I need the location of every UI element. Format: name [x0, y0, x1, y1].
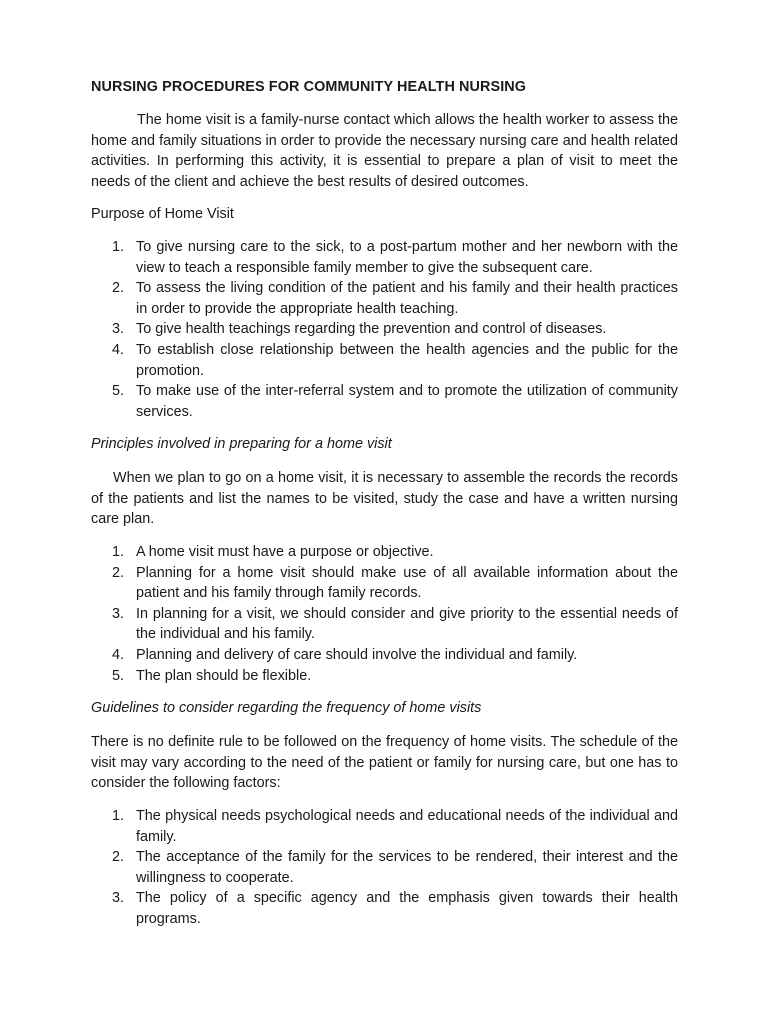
principles-heading: Principles involved in preparing for a home visit	[91, 436, 392, 452]
purpose-list	[91, 237, 678, 422]
guidelines-heading: Guidelines to consider regarding the frequency of home visits	[91, 700, 482, 716]
list-item-number: 5.	[112, 383, 125, 400]
intro-paragraph: The home visit is a family-nurse contact which allows the health worker to assess the home and family situations in order to provide the necessary nursing care and health related activities. In performing this activity, it is essential to prepare a plan of visit to meet the needs of the client and achieve the best results of desired outcomes.	[91, 112, 678, 190]
list-item-number: 2.	[112, 849, 125, 866]
list-item-text: The physical needs psychological needs and educational needs of the individual and family.	[136, 808, 678, 845]
list-item-number: 1.	[112, 544, 125, 560]
purpose-heading: Purpose of Home Visit	[91, 206, 234, 222]
list-item-number: 5.	[112, 667, 125, 684]
list-item	[91, 645, 678, 666]
list-item	[91, 319, 678, 340]
list-item-text: To make use of the inter-referral system and to promote the utilization of community services.	[136, 383, 678, 420]
list-item-number: 2.	[112, 280, 125, 297]
principles-list	[91, 542, 678, 686]
list-item-text: To give health teachings regarding the prevention and control of diseases.	[136, 321, 607, 338]
list-item	[91, 806, 678, 847]
list-item-text: To assess the living condition of the patient and his family and their health practices in order to provide the appropriate health teaching.	[136, 280, 678, 317]
list-item-text: To give nursing care to the sick, to a post-partum mother and her newborn with the view to teach a responsible family member to give the subsequent care.	[136, 239, 678, 276]
list-item	[91, 381, 678, 422]
list-item-number: 1.	[112, 239, 125, 255]
list-item-number: 1.	[112, 808, 125, 824]
list-item	[91, 847, 678, 888]
list-item	[91, 604, 678, 645]
list-item	[91, 542, 678, 563]
list-item-text: The acceptance of the family for the services to be rendered, their interest and the willingness to cooperate.	[136, 849, 678, 886]
list-item	[91, 563, 678, 604]
principles-paragraph: When we plan to go on a home visit, it is necessary to assemble the records the records of the patients and list the names to be visited, study the case and have a written nursing care plan.	[91, 470, 678, 528]
list-item	[91, 278, 678, 319]
list-item-number: 3.	[112, 605, 125, 622]
list-item-number: 3.	[112, 890, 125, 907]
list-item	[91, 237, 678, 278]
guidelines-list	[91, 806, 678, 930]
list-item-number: 4.	[112, 341, 125, 358]
list-item-number: 3.	[112, 321, 125, 338]
list-item-text: The policy of a specific agency and the emphasis given towards their health programs.	[136, 890, 678, 927]
list-item	[91, 666, 678, 687]
list-item-text: The plan should be flexible.	[136, 667, 312, 684]
list-item-number: 2.	[112, 564, 125, 581]
list-item-text: A home visit must have a purpose or objective.	[136, 544, 434, 560]
list-item-text: Planning for a home visit should make use of all available information about the patient and his family through family records.	[136, 564, 678, 602]
list-item-number: 4.	[112, 646, 125, 663]
list-item	[91, 340, 678, 381]
list-item-text: Planning and delivery of care should involve the individual and family.	[136, 646, 578, 663]
list-item	[91, 888, 678, 929]
guidelines-paragraph: There is no definite rule to be followed on the frequency of home visits. The schedule of the visit may vary according to the need of the patient or family for nursing care, but one has to consider the following factors:	[91, 734, 678, 792]
list-item-text: To establish close relationship between the health agencies and the public for the promotion.	[136, 341, 678, 379]
list-item-text: In planning for a visit, we should consider and give priority to the essential needs of the individual and his family.	[136, 605, 678, 643]
document-title: NURSING PROCEDURES FOR COMMUNITY HEALTH NURSING	[91, 79, 527, 95]
